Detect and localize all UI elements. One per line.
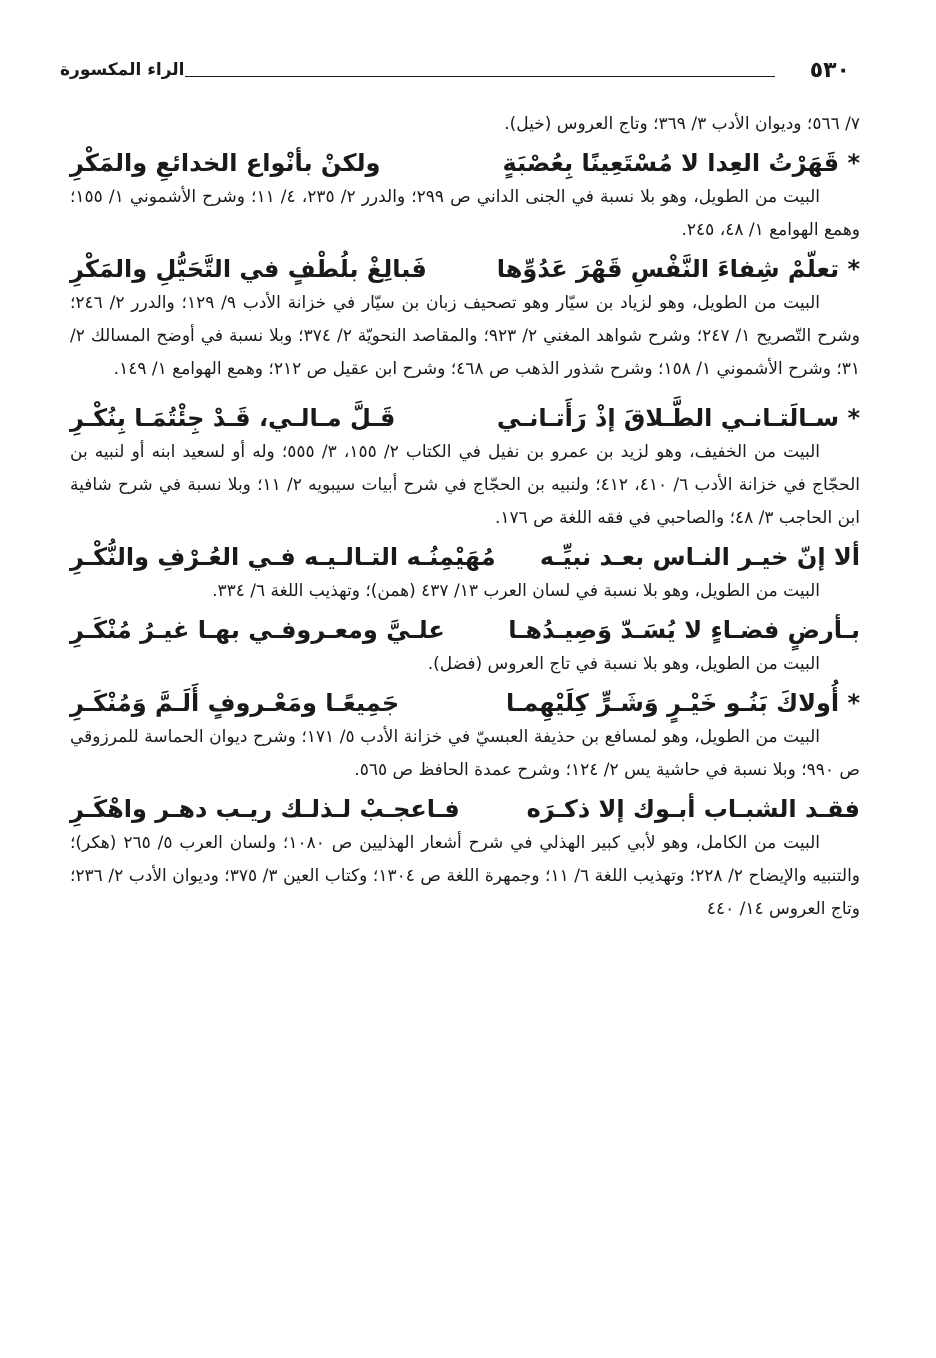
verse-line [70, 791, 860, 827]
verse-entry [70, 251, 860, 386]
verse-line [70, 612, 860, 648]
page-header [60, 58, 860, 94]
verse-line [70, 145, 860, 181]
reference-body: ٧/ ٥٦٦؛ وديوان الأدب ٣/ ٣٦٩؛ وتاج العروس (خيل). [504, 114, 860, 134]
section-title: الراء المكسورة [60, 60, 185, 80]
verse-entry [70, 791, 860, 926]
verse-entry [70, 612, 860, 681]
verse-first-hemistich: * قَهَرْتُ العِدا لا مُسْتَعِينًا بِعُصْبَةٍ [502, 149, 860, 177]
verse-first-hemistich: * سـالَتـانـي الطَّـلاقَ إذْ رَأَتـانـي [496, 404, 860, 432]
reference-text [70, 181, 860, 247]
verse-second-hemistich: فَبالِغْ بلُطْفٍ في التَّحَيُّلِ والمَكْرِ [70, 255, 427, 283]
verse-first-hemistich: ألا إنّ خيـر النـاس بعـد نبيِّـه [539, 543, 860, 571]
verse-line [70, 539, 860, 575]
page-number: ٥٣٠ [809, 58, 850, 83]
header-rule [185, 76, 775, 77]
reference-text [70, 827, 860, 926]
verse-second-hemistich: مُهَيْمِنُـه التـالـيـه فـي العُـرْفِ والنُّكْـرِ [70, 543, 496, 571]
reference-entry [70, 108, 860, 141]
reference-text [70, 108, 860, 141]
reference-body: البيت من الكامل، وهو لأبي كبير الهذلي في شرح أشعار الهذليين ص ١٠٨٠؛ ولسان العرب ٥/ ٢٦٥ (هكر)؛ والتنبيه والإيضاح ٢/ ٢٢٨؛ وتهذيب اللغة ٦/ ١١؛ وجمهرة اللغة ص ١٣٠٤؛ وكتاب العين ٣/ ٣٧٥؛ وديوان الأدب ٢/ ٢٣٦؛ وتاج العروس ١٤/ ٤٤٠ [70, 833, 861, 919]
verse-second-hemistich: علـيَّ ومعـروفـي بهـا غيـرُ مُنْكَـرِ [70, 616, 445, 644]
reference-body: البيت من الطويل، وهو بلا نسبة في لسان العرب ١٣/ ٤٣٧ (همن)؛ وتهذيب اللغة ٦/ ٣٣٤. [212, 581, 820, 601]
page-content [70, 108, 860, 926]
verse-entry [70, 685, 860, 787]
reference-body: البيت من الطويل، وهو بلا نسبة في الجنى الداني ص ٢٩٩؛ والدرر ٢/ ٢٣٥، ٤/ ١١؛ وشرح الأشموني ١/ ١٥٥؛ وهمع الهوامع ١/ ٤٨، ٢٤٥. [70, 187, 860, 240]
verse-first-hemistich: بـأرضٍ فضـاءٍ لا يُسَـدّ وَصِيـدُهـا [508, 616, 860, 644]
reference-body: البيت من الطويل، وهو بلا نسبة في تاج العروس (فضل). [427, 654, 820, 674]
verse-first-hemistich: فقـد الشبـاب أبـوك إلا ذكـرَه [526, 795, 860, 823]
reference-text [70, 287, 860, 386]
verse-entry [70, 400, 860, 535]
verse-entry [70, 539, 860, 608]
reference-body: البيت من الخفيف، وهو لزيد بن عمرو بن نفيل في الكتاب ٢/ ١٥٥، ٣/ ٥٥٥؛ وله أو لسعيد ابنه أو لنبيه بن الحجّاج في خزانة الأدب ٦/ ٤١٠، ٤١٢؛ ولنبيه بن الحجّاج في شرح أبيات سيبويه ٢/ ١١؛ وبلا نسبة في شرح شافية ابن الحاجب ٣/ ٤٨؛ والصاحبي في فقه اللغة ص ١٧٦. [70, 442, 861, 528]
verse-second-hemistich: ولكنْ بأنْواع الخدائعِ والمَكْرِ [70, 149, 381, 177]
verse-second-hemistich: فـاعجـبْ لـذلـك ريـب دهـر واهْكَـرِ [70, 795, 460, 823]
verse-line [70, 251, 860, 287]
verse-first-hemistich: * أُولاكَ بَنُـو خَيْـرٍ وَشَـرٍّ كِلَيْهِمـا [506, 689, 860, 717]
reference-body: البيت من الطويل، وهو لمسافع بن حذيفة العبسيّ في خزانة الأدب ٥/ ١٧١؛ وشرح ديوان الحماسة للمرزوقي ص ٩٩٠؛ وبلا نسبة في حاشية يس ٢/ ١٢٤؛ وشرح عمدة الحافظ ص ٥٦٥. [70, 727, 860, 780]
verse-line [70, 685, 860, 721]
verse-entry [70, 145, 860, 247]
reference-text [70, 648, 860, 681]
verse-second-hemistich: قَـلَّ مـالـي، قَـدْ جِئْتُمَـا بِنُكْـرِ [70, 404, 396, 432]
reference-body: البيت من الطويل، وهو لزياد بن سيّار وهو تصحيف زبان بن سيّار في خزانة الأدب ٩/ ١٢٩؛ والدرر ٢/ ٢٤٦؛ وشرح التّصريح ١/ ٢٤٧؛ وشرح شواهد المغني ٢/ ٩٢٣؛ والمقاصد النحويّة ٢/ ٣٧٤؛ وبلا نسبة في أوضح المسالك ٢/ ٣١؛ وشرح الأشموني ١/ ١٥٨؛ وشرح شذور الذهب ص ٤٦٨؛ وشرح ابن عقيل ص ٢١٢؛ وهمع الهوامع ١/ ١٤٩. [70, 293, 860, 379]
verse-line [70, 400, 860, 436]
reference-text [70, 436, 860, 535]
verse-first-hemistich: * تعلّمْ شِفاءَ النَّفْسِ قَهْرَ عَدُوِّها [496, 255, 860, 283]
verse-second-hemistich: جَمِيعًـا ومَعْـروفٍ أَلَـمَّ وَمُنْكَـرِ [70, 689, 400, 717]
reference-text [70, 721, 860, 787]
spacer [70, 386, 860, 396]
reference-text [70, 575, 860, 608]
